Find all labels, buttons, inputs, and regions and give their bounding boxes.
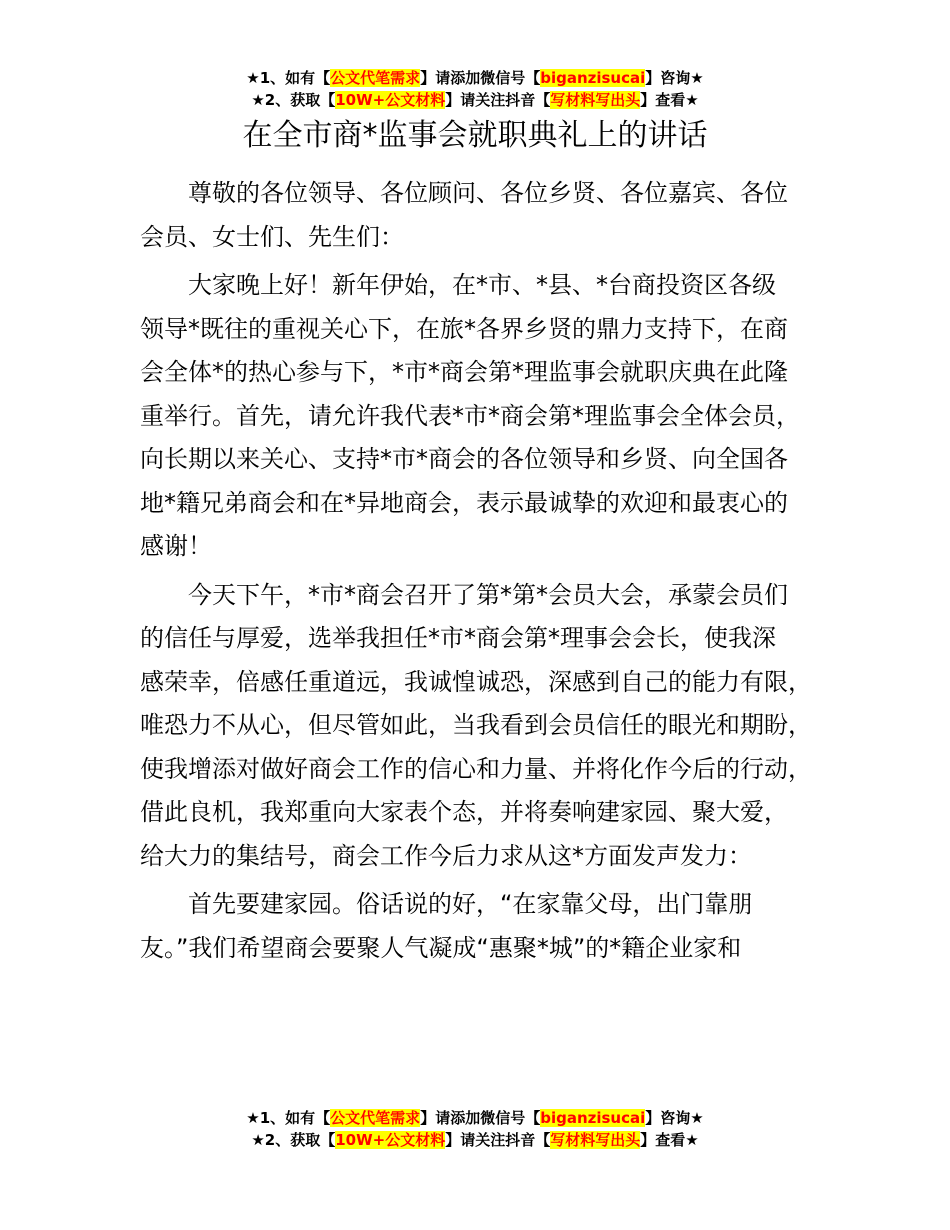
banner-highlight: 写材料写出头 xyxy=(550,91,641,109)
banner-highlight: 10W+公文材料 xyxy=(335,1131,446,1149)
banner-highlight: biganzisucai xyxy=(540,1109,646,1127)
banner-text: 】请关注抖音【 xyxy=(445,1131,551,1149)
paragraph-election: 今天下午，*市*商会召开了第*第*会员大会，承蒙会员们 的信任与厚爱，选举我担任*市*商会第*理事会会长，使我深 感荣幸，倍感任重道远，我诚惶诚恐，深感到自己的能力有限， 唯恐力不从心，但尽管如此，当我看到会员信任的眼光和期盼， 使我增添对做好商会工作的信心和力量、并将化作今后的行动， 借此良机，我郑重向大家表个态，并将奏响建家园、聚大爱， 给大力的集结号，商会工作今后力求从这*方面发声发力： xyxy=(140,580,812,870)
banner-text: 】查看★ xyxy=(640,91,699,109)
document-body xyxy=(140,172,840,975)
banner-text: 】查看★ xyxy=(640,1131,699,1149)
paragraph-opening: 大家晚上好！新年伊始，在*市、*县、*台商投资区各级 领导*既往的重视关心下，在旅*各界乡贤的鼎力支持下，在商 会全体*的热心参与下，*市*商会第*理监事会就职庆典在此隆 重举行。首先，请允许我代表*市*商会第*理监事会全体会员， 向长期以来关心、支持*市*商会的各位领导和乡贤、向全国各 地*籍兄弟商会和在*异地商会，表示最诚挚的欢迎和最衷心的 感谢！ xyxy=(140,271,800,560)
banner-text: 】咨询★ xyxy=(645,69,704,87)
banner-highlight: 公文代笔需求 xyxy=(330,69,421,87)
paragraph-homeland: 首先要建家园。俗话说的好，“在家靠父母，出门靠朋 友。”我们希望商会要聚人气凝成“惠聚*城”的*籍企业家和 xyxy=(140,890,753,962)
banner-highlight: 写材料写出头 xyxy=(550,1131,641,1149)
banner-text: 】咨询★ xyxy=(645,1109,704,1127)
banner-highlight: 公文代笔需求 xyxy=(330,1109,421,1127)
banner-highlight: 10W+公文材料 xyxy=(335,91,446,109)
document-title: 在全市商*监事会就职典礼上的讲话 xyxy=(242,118,708,153)
banner-text: 】请添加微信号【 xyxy=(420,69,541,87)
banner-text: ★1、如有【 xyxy=(246,69,331,87)
banner-text: ★2、获取【 xyxy=(251,91,336,109)
footer-banner xyxy=(0,1107,950,1151)
banner-text: ★1、如有【 xyxy=(246,1109,331,1127)
banner-highlight: biganzisucai xyxy=(540,69,646,87)
paragraph-greeting: 尊敬的各位领导、各位顾问、各位乡贤、各位嘉宾、各位 会员、女士们、先生们： xyxy=(140,179,788,251)
header-banner xyxy=(0,67,950,111)
header-banner-line-1 xyxy=(0,67,950,89)
footer-banner-line-2 xyxy=(0,1129,950,1151)
banner-text: 】请关注抖音【 xyxy=(445,91,551,109)
banner-text: 】请添加微信号【 xyxy=(420,1109,541,1127)
header-banner-line-2 xyxy=(0,89,950,111)
footer-banner-line-1 xyxy=(0,1107,950,1129)
banner-text: ★2、获取【 xyxy=(251,1131,336,1149)
